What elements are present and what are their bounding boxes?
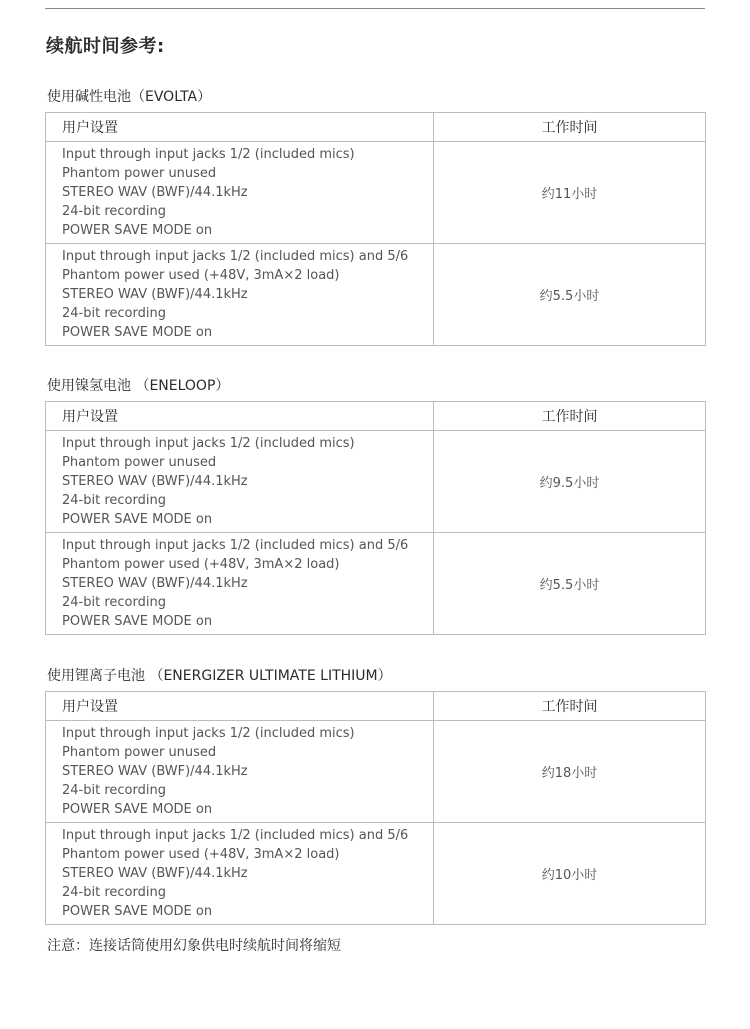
settings-cell (46, 244, 434, 346)
table-row (46, 244, 706, 346)
table-row (46, 142, 706, 244)
time-cell: 约18小时 (434, 721, 706, 823)
setting-line: POWER SAVE MODE on (62, 325, 213, 340)
setting-line: Phantom power unused (62, 455, 217, 470)
section-title-lithium: 使用锂离子电池 （ENERGIZER ULTIMATE LITHIUM） (47, 668, 392, 684)
setting-line: 24-bit recording (62, 783, 166, 798)
table-row (46, 721, 706, 823)
section-title-alkaline: 使用碱性电池（EVOLTA） (47, 89, 212, 105)
settings-cell (46, 431, 434, 533)
settings-cell (46, 721, 434, 823)
setting-line: Phantom power unused (62, 745, 217, 760)
setting-line: 24-bit recording (62, 306, 166, 321)
setting-line: 24-bit recording (62, 595, 166, 610)
table-row (46, 533, 706, 635)
setting-line: 24-bit recording (62, 204, 166, 219)
setting-line: Phantom power used (+48V, 3mA×2 load) (62, 268, 340, 283)
header-settings: 用户设置 (46, 692, 434, 721)
table-header-row (46, 692, 706, 721)
setting-line: 24-bit recording (62, 493, 166, 508)
header-settings: 用户设置 (46, 113, 434, 142)
setting-line: Phantom power used (+48V, 3mA×2 load) (62, 847, 340, 862)
header-time: 工作时间 (434, 402, 706, 431)
runtime-table-nimh (45, 401, 706, 635)
setting-line: POWER SAVE MODE on (62, 904, 213, 919)
setting-line: Input through input jacks 1/2 (included mics) (62, 147, 355, 162)
time-cell: 约9.5小时 (434, 431, 706, 533)
setting-line: Input through input jacks 1/2 (included mics) (62, 436, 355, 451)
setting-line: POWER SAVE MODE on (62, 614, 213, 629)
section-title-nimh: 使用镍氢电池 （ENELOOP） (47, 378, 230, 394)
table-header-row (46, 113, 706, 142)
footnote: 注意：连接话筒使用幻象供电时续航时间将缩短 (47, 938, 341, 954)
header-time: 工作时间 (434, 113, 706, 142)
settings-cell (46, 533, 434, 635)
runtime-table-alkaline (45, 112, 706, 346)
setting-line: STEREO WAV (BWF)/44.1kHz (62, 866, 248, 881)
setting-line: Input through input jacks 1/2 (included mics) (62, 726, 355, 741)
top-divider (45, 8, 705, 9)
table-header-row (46, 402, 706, 431)
setting-line: POWER SAVE MODE on (62, 512, 213, 527)
time-cell: 约11小时 (434, 142, 706, 244)
setting-line: STEREO WAV (BWF)/44.1kHz (62, 764, 248, 779)
time-cell: 约5.5小时 (434, 244, 706, 346)
setting-line: Phantom power used (+48V, 3mA×2 load) (62, 557, 340, 572)
runtime-table-lithium (45, 691, 706, 925)
settings-cell (46, 823, 434, 925)
setting-line: STEREO WAV (BWF)/44.1kHz (62, 576, 248, 591)
setting-line: STEREO WAV (BWF)/44.1kHz (62, 474, 248, 489)
setting-line: Phantom power unused (62, 166, 217, 181)
setting-line: 24-bit recording (62, 885, 166, 900)
setting-line: Input through input jacks 1/2 (included mics) and 5/6 (62, 249, 409, 264)
time-cell: 约5.5小时 (434, 533, 706, 635)
table-row (46, 431, 706, 533)
setting-line: Input through input jacks 1/2 (included mics) and 5/6 (62, 538, 409, 553)
setting-line: STEREO WAV (BWF)/44.1kHz (62, 185, 248, 200)
page-title: 续航时间参考: (46, 36, 165, 57)
time-cell: 约10小时 (434, 823, 706, 925)
header-time: 工作时间 (434, 692, 706, 721)
setting-line: STEREO WAV (BWF)/44.1kHz (62, 287, 248, 302)
settings-cell (46, 142, 434, 244)
header-settings: 用户设置 (46, 402, 434, 431)
setting-line: Input through input jacks 1/2 (included mics) and 5/6 (62, 828, 409, 843)
table-row (46, 823, 706, 925)
setting-line: POWER SAVE MODE on (62, 223, 213, 238)
setting-line: POWER SAVE MODE on (62, 802, 213, 817)
